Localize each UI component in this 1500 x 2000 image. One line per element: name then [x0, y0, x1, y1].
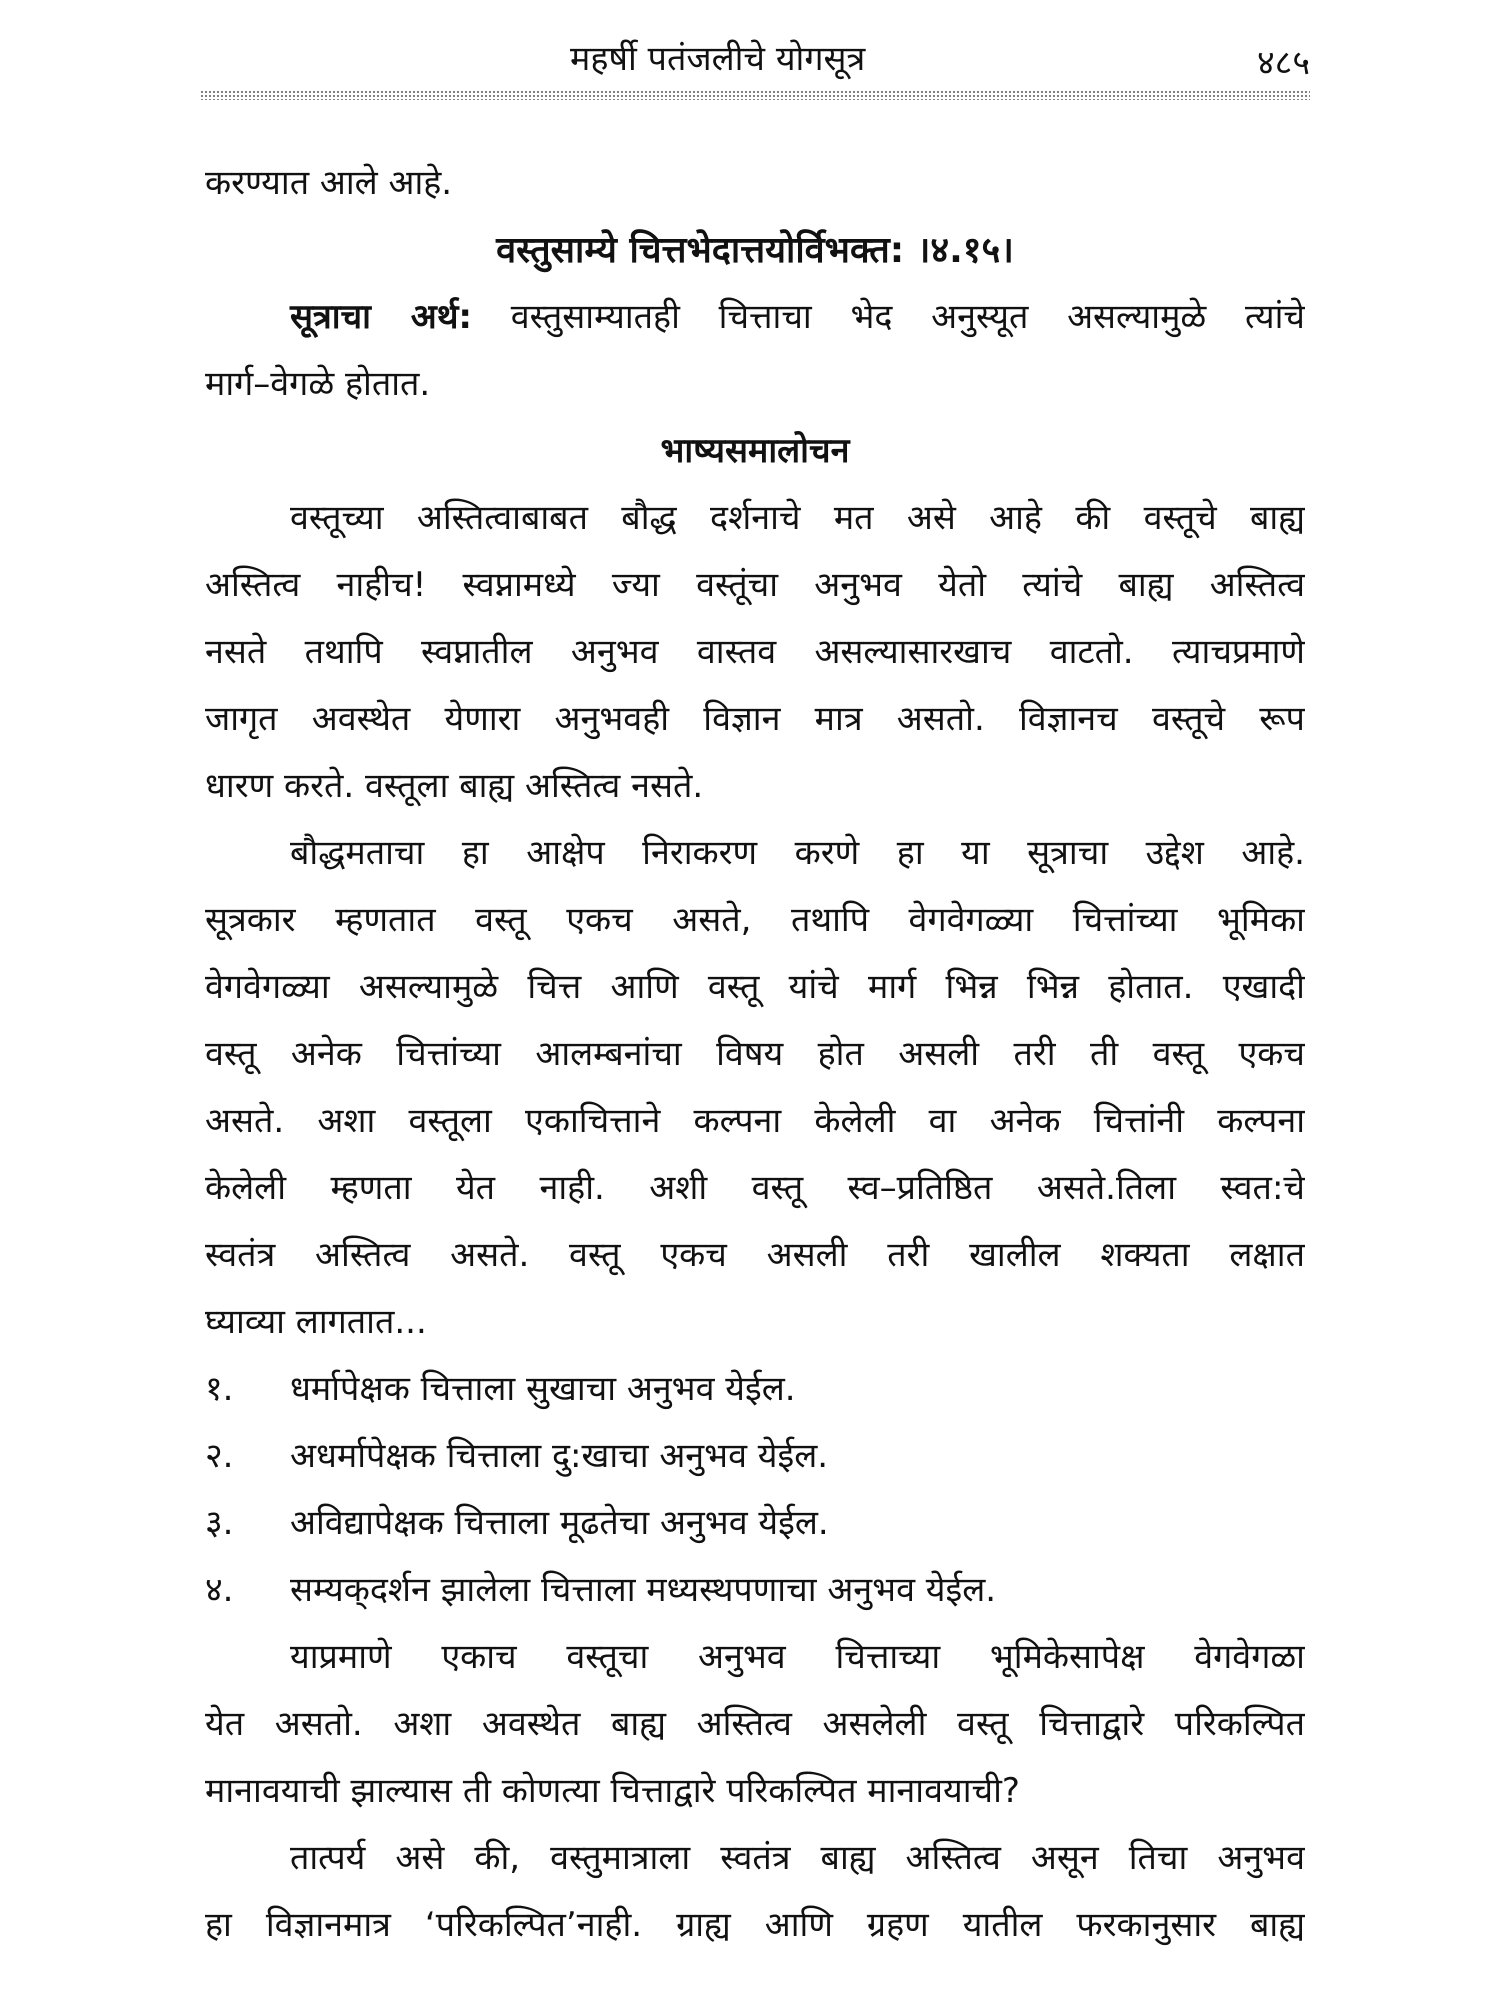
continuation-line: करण्यात आले आहे. — [205, 163, 453, 203]
paragraph-line: स्वतंत्र अस्तित्व असते. वस्तू एकच असली तरी खालील शक्यता लक्षात — [205, 1235, 1305, 1275]
list-item-number: ३. — [205, 1503, 234, 1543]
section-heading: भाष्यसमालोचन — [660, 431, 850, 471]
paragraph-line: अस्तित्व नाहीच! स्वप्नामध्ये ज्या वस्तूंचा अनुभव येतो त्यांचे बाह्य अस्तित्व — [205, 565, 1305, 605]
sutra-meaning — [205, 284, 1305, 351]
header-dotted-rule — [200, 90, 1310, 100]
list-item-number: २. — [205, 1436, 234, 1476]
list-item-text: अविद्यापेक्षक चित्ताला मूढतेचा अनुभव येईल. — [290, 1503, 829, 1543]
paragraph-line: धारण करते. वस्तूला बाह्य अस्तित्व नसते. — [205, 766, 704, 806]
paragraph-2 — [205, 820, 1305, 1356]
paragraph-1 — [205, 485, 1305, 820]
list-item — [205, 1423, 1305, 1490]
list-item-text: धर्मापेक्षक चित्ताला सुखाचा अनुभव येईल. — [290, 1369, 796, 1409]
list-item-number: १. — [205, 1369, 234, 1409]
paragraph-line: वस्तू अनेक चित्तांच्या आलम्बनांचा विषय होत असली तरी ती वस्तू एकच — [205, 1034, 1305, 1074]
sutra-meaning-line-2: मार्ग–वेगळे होतात. — [205, 364, 431, 404]
paragraph-line: वस्तूच्या अस्तित्वाबाबत बौद्ध दर्शनाचे मत असे आहे की वस्तूचे बाह्य — [290, 498, 1305, 538]
paragraph-line: नसते तथापि स्वप्नातील अनुभव वास्तव असल्यासारखाच वाटतो. त्याचप्रमाणे — [205, 632, 1305, 672]
paragraph-line: तात्पर्य असे की, वस्तुमात्राला स्वतंत्र बाह्य अस्तित्व असून तिचा अनुभव — [290, 1838, 1305, 1878]
list-item — [205, 1356, 1305, 1423]
meaning-text: वस्तुसाम्यातही चित्ताचा भेद अनुस्यूत असल्यामुळे त्यांचे — [472, 297, 1305, 337]
numbered-list — [205, 1356, 1305, 1624]
list-item-text: सम्यक्‌दर्शन झालेला चित्ताला मध्यस्थपणाचा अनुभव येईल. — [290, 1570, 997, 1610]
paragraph-line: केलेली म्हणता येत नाही. अशी वस्तू स्व–प्रतिष्ठित असते.तिला स्वत:चे — [205, 1168, 1305, 1208]
paragraph-3 — [205, 1624, 1305, 1825]
list-item — [205, 1490, 1305, 1557]
list-item — [205, 1557, 1305, 1624]
meaning-label: सूत्राचा अर्थ: — [290, 297, 473, 337]
running-header — [200, 28, 1310, 88]
paragraph-line: वेगवेगळ्या असल्यामुळे चित्त आणि वस्तू यांचे मार्ग भिन्न भिन्न होतात. एखादी — [205, 967, 1305, 1007]
paragraph-line: घ्याव्या लागतात... — [205, 1302, 427, 1342]
paragraph-line: असते. अशा वस्तूला एकाचित्ताने कल्पना केलेली वा अनेक चित्तांनी कल्पना — [205, 1101, 1305, 1141]
paragraph-line: हा विज्ञानमात्र ‘परिकल्पित’नाही. ग्राह्य आणि ग्रहण यातील फरकानुसार बाह्य — [205, 1905, 1305, 1945]
page-number: ४८५ — [1256, 43, 1310, 83]
paragraph-line: जागृत अवस्थेत येणारा अनुभवही विज्ञान मात्र असतो. विज्ञानच वस्तूचे रूप — [205, 699, 1305, 739]
paragraph-line: येत असतो. अशा अवस्थेत बाह्य अस्तित्व असलेली वस्तू चित्ताद्वारे परिकल्पित — [205, 1704, 1305, 1744]
list-item-text: अधर्मापेक्षक चित्ताला दु:खाचा अनुभव येईल. — [290, 1436, 829, 1476]
list-item-number: ४. — [205, 1570, 234, 1610]
running-title: महर्षी पतंजलीचे योगसूत्र — [570, 39, 866, 79]
paragraph-line: सूत्रकार म्हणतात वस्तू एकच असते, तथापि वेगवेगळ्या चित्तांच्या भूमिका — [205, 900, 1305, 940]
sutra-verse: वस्तुसाम्ये चित्तभेदात्तयोर्विभक्त: ।४.१५। — [496, 230, 1014, 271]
paragraph-line: बौद्धमताचा हा आक्षेप निराकरण करणे हा या सूत्राचा उद्देश आहे. — [290, 833, 1305, 873]
paragraph-line: याप्रमाणे एकाच वस्तूचा अनुभव चित्ताच्या भूमिकेसापेक्ष वेगवेगळा — [290, 1637, 1305, 1677]
page-body — [205, 150, 1305, 1959]
paragraph-4 — [205, 1825, 1305, 1959]
paragraph-line: मानावयाची झाल्यास ती कोणत्या चित्ताद्वारे परिकल्पित मानावयाची? — [205, 1771, 1020, 1811]
